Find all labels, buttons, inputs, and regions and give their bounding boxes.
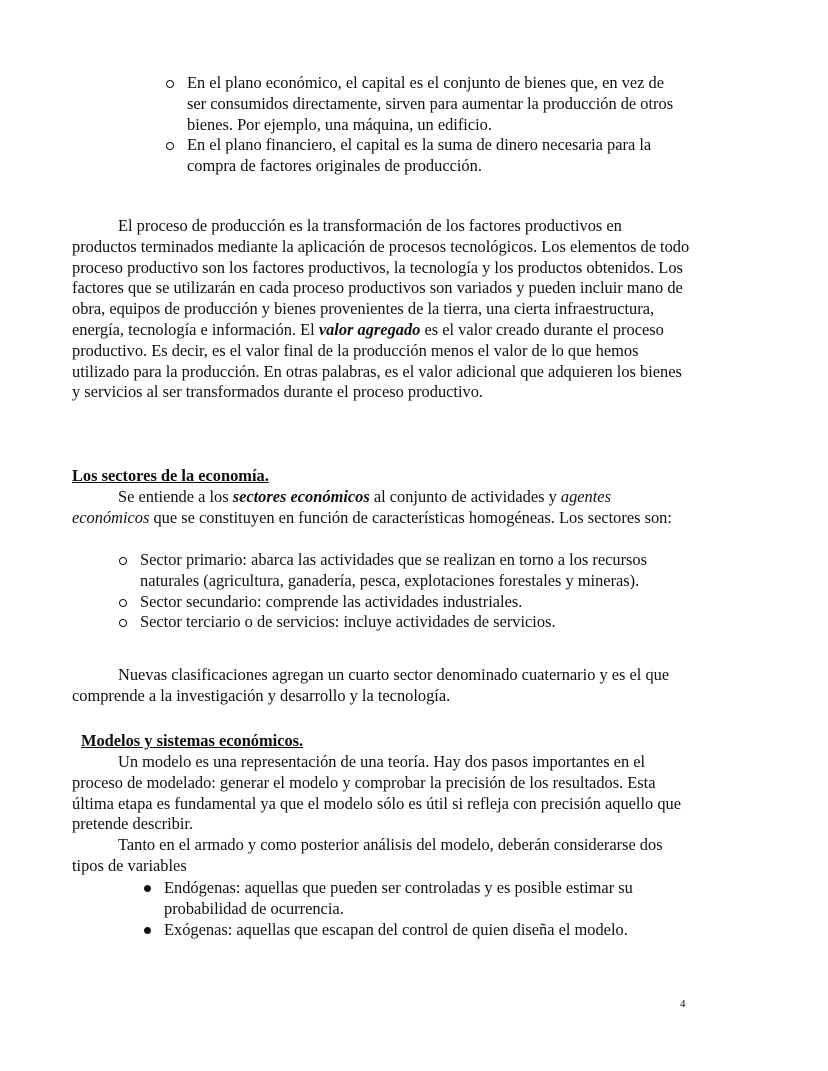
capital-list xyxy=(165,73,685,177)
circle-bullet-icon xyxy=(166,142,174,150)
circle-bullet-icon xyxy=(166,80,174,88)
variables-list xyxy=(142,878,662,940)
list-item: Exógenas: aquellas que escapan del control de quien diseña el modelo. xyxy=(142,920,662,941)
list-item: Endógenas: aquellas que pueden ser controladas y es posible estimar su probabilidad de ocurrencia. xyxy=(142,878,662,920)
disc-bullet-icon xyxy=(144,927,151,934)
disc-bullet-icon xyxy=(144,885,151,892)
list-item: Sector terciario o de servicios: incluye actividades de servicios. xyxy=(118,612,688,633)
circle-bullet-icon xyxy=(119,557,127,565)
circle-bullet-icon xyxy=(119,599,127,607)
sectors-note: Nuevas clasificaciones agregan un cuarto sector denominado cuaternario y es el que comprende a la investigación y desarrollo y la tecnología. xyxy=(72,665,670,705)
models-paragraph-2: Tanto en el armado y como posterior análisis del modelo, deberán considerarse dos tipos de variables xyxy=(72,835,663,875)
agentes-economicos-term: agentes económicos xyxy=(72,487,611,527)
list-item: En el plano financiero, el capital es la suma de dinero necesaria para la compra de factores originales de producción. xyxy=(165,135,685,177)
list-item: En el plano económico, el capital es el conjunto de bienes que, en vez de ser consumidos directamente, sirven para aumentar la producción de otros bienes. Por ejemplo, una máquina, un edificio. xyxy=(165,73,685,135)
sectores-economicos-term: sectores económicos xyxy=(232,487,370,506)
sectors-heading: Los sectores de la economía. xyxy=(72,466,269,485)
models-paragraph-1: Un modelo es una representación de una teoría. Hay dos pasos importantes en el proceso de modelado: generar el modelo y comprobar la precisión de los resultados. Esta última etapa es fundamental ya que el modelo sólo es útil si refleja con precisión aquello que pretende describir. xyxy=(72,752,681,834)
sectors-intro: Se entiende a los sectores económicos al conjunto de actividades y agentes económicos que se constituyen en función de características homogéneas. Los sectores son: xyxy=(72,487,672,527)
valor-agregado-term: valor agregado xyxy=(318,319,421,339)
circle-bullet-icon xyxy=(119,619,127,627)
sectors-list xyxy=(118,550,688,633)
page-number: 4 xyxy=(680,998,686,1010)
production-paragraph: El proceso de producción es la transformación de los factores productivos en productos terminados mediante la aplicación de procesos tecnológicos. Los elementos de todo proceso productivo son los factores productivos, la tecnología y los productos obtenidos. Los factores que se utilizarán en cada proceso productivos son variados y pueden incluir mano de obra, equipos de producción y bienes provenientes de la tierra, una cierta infraestructura, energía, tecnología e información. El valor agregado es el valor creado durante el proceso productivo. Es decir, es el valor final de la producción menos el valor de lo que hemos utilizado para la producción. En otras palabras, es el valor adicional que adquieren los bienes y servicios al ser transformados durante el proceso productivo. xyxy=(72,216,690,402)
list-item: Sector secundario: comprende las actividades industriales. xyxy=(118,592,688,613)
models-heading: Modelos y sistemas económicos. xyxy=(81,731,304,750)
list-item: Sector primario: abarca las actividades que se realizan en torno a los recursos naturales (agricultura, ganadería, pesca, explotaciones forestales y mineras). xyxy=(118,550,688,592)
